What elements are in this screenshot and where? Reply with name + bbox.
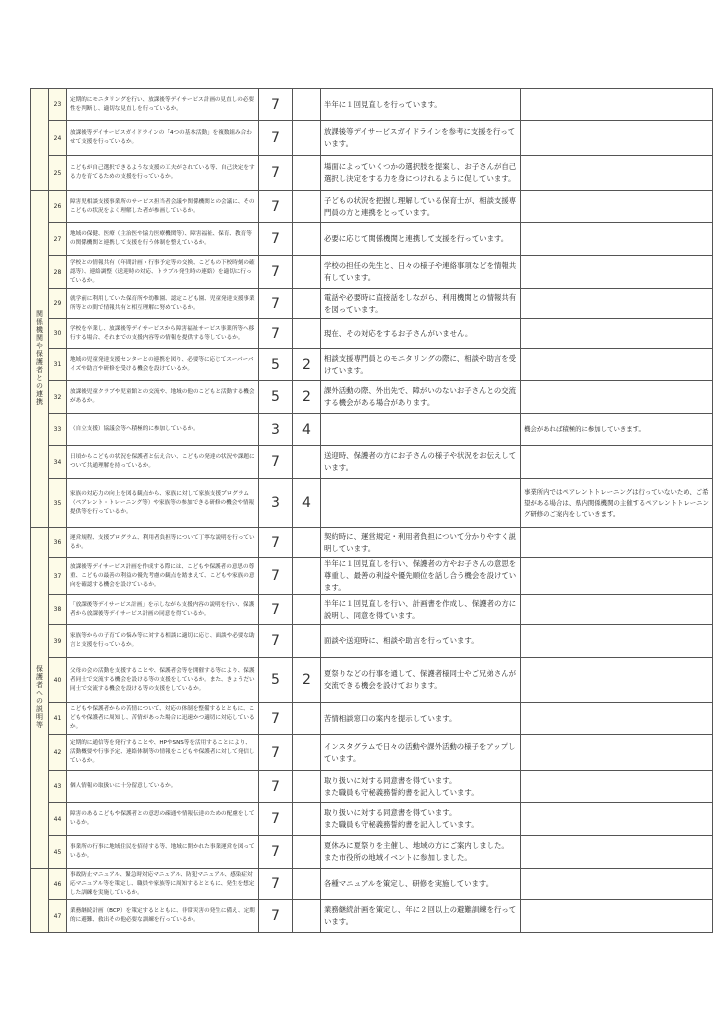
improvement-text bbox=[521, 900, 713, 933]
no-count bbox=[293, 446, 321, 479]
no-count bbox=[293, 869, 321, 900]
comment-text: 電話や必要時に直接話をしながら、利用機関との情報共有を図っています。 bbox=[321, 289, 521, 319]
no-count: 4 bbox=[293, 414, 321, 446]
comment-text: 半年に１回見直しを行い、保護者の方やお子さんの意思を尊重し、最善の利益や優先順位を話し合う機会を設けています。 bbox=[321, 558, 521, 595]
no-count bbox=[293, 223, 321, 256]
question-text: 事業所の行事に地域住民を招待する等、地域に開かれた事業運営を図っているか。 bbox=[67, 836, 259, 869]
improvement-text bbox=[521, 735, 713, 771]
no-count bbox=[293, 703, 321, 735]
table-row bbox=[31, 256, 713, 289]
yes-count: 7 bbox=[259, 625, 293, 658]
yes-count: 3 bbox=[259, 414, 293, 446]
item-number: 42 bbox=[49, 735, 67, 771]
item-number: 37 bbox=[49, 558, 67, 595]
category-label: 関係機関や保護者との連携 bbox=[35, 309, 44, 406]
question-text: 業務継続計画（BCP）を策定するとともに、非常災害の発生に備え、定期的に避難、救出その他必要な訓練を行っているか。 bbox=[67, 900, 259, 933]
table-row bbox=[31, 191, 713, 223]
table-row bbox=[31, 446, 713, 479]
no-count: 2 bbox=[293, 381, 321, 414]
yes-count: 7 bbox=[259, 595, 293, 625]
yes-count: 7 bbox=[259, 256, 293, 289]
question-text: 地域の児童発達支援センターとの連携を図り、必要等に応じてスーパーバイズや助言や研修を受ける機会を設けているか。 bbox=[67, 349, 259, 381]
improvement-text bbox=[521, 319, 713, 349]
question-text: 障害児相談支援事業所のサービス担当者会議や関係機関との会議に、そのこどもの状況をよく理解した者が参画しているか。 bbox=[67, 191, 259, 223]
improvement-text bbox=[521, 121, 713, 156]
table-row bbox=[31, 625, 713, 658]
comment-text: 契約時に、運営規定・利用者負担について分かりやすく説明しています。 bbox=[321, 528, 521, 558]
question-text: 学校との情報共有（年間計画・行事予定等の交換、こどもの下校時刻の確認等）、連絡調整（送迎時の対応、トラブル発生時の連絡）を適切に行っているか。 bbox=[67, 256, 259, 289]
no-count bbox=[293, 625, 321, 658]
no-count bbox=[293, 836, 321, 869]
improvement-text bbox=[521, 256, 713, 289]
item-number: 23 bbox=[49, 89, 67, 121]
improvement-text bbox=[521, 289, 713, 319]
evaluation-table bbox=[30, 88, 713, 933]
yes-count: 7 bbox=[259, 900, 293, 933]
improvement-text bbox=[521, 869, 713, 900]
question-text: 放課後児童クラブや児童館との交流や、地域の他のこどもと活動する機会があるか。 bbox=[67, 381, 259, 414]
no-count bbox=[293, 803, 321, 836]
no-count bbox=[293, 771, 321, 803]
question-text: 父母の会の活動を支援することや、保護者会等を開催する等により、保護者同士で交流する機会を設ける等の支援をしているか。また、きょうだい同士で交流する機会を設ける等の支援をしているか。 bbox=[67, 658, 259, 703]
question-text: 日頃からこどもの状況を保護者と伝え合い、こどもの発達の状況や課題について共通理解を持っているか。 bbox=[67, 446, 259, 479]
item-number: 46 bbox=[49, 869, 67, 900]
improvement-text bbox=[521, 89, 713, 121]
yes-count: 7 bbox=[259, 869, 293, 900]
table-row bbox=[31, 223, 713, 256]
item-number: 45 bbox=[49, 836, 67, 869]
no-count bbox=[293, 89, 321, 121]
table-row bbox=[31, 703, 713, 735]
comment-text: 放課後等デイサービスガイドラインを参考に支援を行っています。 bbox=[321, 121, 521, 156]
no-count: 2 bbox=[293, 658, 321, 703]
improvement-text bbox=[521, 558, 713, 595]
yes-count: 7 bbox=[259, 289, 293, 319]
comment-text: 必要に応じて関係機関と連携して支援を行っています。 bbox=[321, 223, 521, 256]
improvement-text bbox=[521, 771, 713, 803]
yes-count: 7 bbox=[259, 446, 293, 479]
no-count: 2 bbox=[293, 349, 321, 381]
table-row bbox=[31, 121, 713, 156]
improvement-text bbox=[521, 703, 713, 735]
comment-text: 半年に１回見直しを行っています。 bbox=[321, 89, 521, 121]
item-number: 31 bbox=[49, 349, 67, 381]
table-row bbox=[31, 89, 713, 121]
comment-text: 業務継続計画を策定し、年に２回以上の避難訓練を行っています。 bbox=[321, 900, 521, 933]
item-number: 26 bbox=[49, 191, 67, 223]
question-text: 家族の対応力の向上を図る観点から、家族に対して家族支援プログラム（ペアレント・トレーニング等）や家族等の参加できる研修の機会や情報提供等を行っているか。 bbox=[67, 479, 259, 528]
item-number: 33 bbox=[49, 414, 67, 446]
question-text: 個人情報の取扱いに十分留意しているか。 bbox=[67, 771, 259, 803]
table-row bbox=[31, 558, 713, 595]
table-row bbox=[31, 900, 713, 933]
no-count bbox=[293, 121, 321, 156]
improvement-text bbox=[521, 803, 713, 836]
comment-text: 場面によっていくつかの選択肢を提案し、お子さんが自己選択し決定をする力を身につけれるように促しています。 bbox=[321, 156, 521, 191]
no-count bbox=[293, 256, 321, 289]
improvement-text bbox=[521, 836, 713, 869]
table-row bbox=[31, 479, 713, 528]
question-text: 事故防止マニュアル、緊急時対応マニュアル、防犯マニュアル、感染症対応マニュアル等を策定し、職員や家族等に周知するとともに、発生を想定した訓練を実施しているか。 bbox=[67, 869, 259, 900]
yes-count: 5 bbox=[259, 658, 293, 703]
comment-text: 学校の担任の先生と、日々の様子や連絡事項などを情報共有しています。 bbox=[321, 256, 521, 289]
improvement-text bbox=[521, 349, 713, 381]
comment-text: 現在、その対応をするお子さんがいません。 bbox=[321, 319, 521, 349]
question-text: こどもが自己選択できるような支援の工夫がされている等、自己決定をする力を育てるための支援を行っているか。 bbox=[67, 156, 259, 191]
yes-count: 7 bbox=[259, 156, 293, 191]
improvement-text bbox=[521, 625, 713, 658]
table-row bbox=[31, 595, 713, 625]
item-number: 43 bbox=[49, 771, 67, 803]
table-row bbox=[31, 349, 713, 381]
question-text: 就学前に利用していた保育所や幼稚園、認定こども園、児童発達支援事業所等との間で情報共有と相互理解に努めているか。 bbox=[67, 289, 259, 319]
item-number: 44 bbox=[49, 803, 67, 836]
table-row bbox=[31, 869, 713, 900]
improvement-text bbox=[521, 658, 713, 703]
no-count bbox=[293, 595, 321, 625]
no-count bbox=[293, 528, 321, 558]
table-row bbox=[31, 658, 713, 703]
comment-text: インスタグラムで日々の活動や課外活動の様子をアップしています。 bbox=[321, 735, 521, 771]
comment-text: 課外活動の際、外出先で、障がいのないお子さんとの交流する機会がある場合があります。 bbox=[321, 381, 521, 414]
table-row bbox=[31, 803, 713, 836]
question-text: 「放課後等デイサービス計画」を示しながら支援内容の説明を行い、保護者から放課後等デイサービス計画の同意を得ているか。 bbox=[67, 595, 259, 625]
category-cell bbox=[31, 191, 49, 528]
category-cell bbox=[31, 869, 49, 933]
category-label: 保護者への説明等 bbox=[35, 664, 44, 729]
question-text: 定期的に通信等を発行することや、HPやSNS等を活用することにより、活動概要や行事予定、連絡体制等の情報をこどもや保護者に対して発信しているか。 bbox=[67, 735, 259, 771]
yes-count: 7 bbox=[259, 223, 293, 256]
question-text: 運営規程、支援プログラム、利用者負担等について丁寧な説明を行っているか。 bbox=[67, 528, 259, 558]
item-number: 39 bbox=[49, 625, 67, 658]
comment-text: 面談や送迎時に、相談や助言を行っています。 bbox=[321, 625, 521, 658]
table-row bbox=[31, 414, 713, 446]
improvement-text bbox=[521, 381, 713, 414]
comment-text bbox=[321, 479, 521, 528]
improvement-text: 事業所内ではペアレントトレーニングは行っていないため、ご希望がある場合は、県内関係機関の主催するペアレントトレーニング研修のご案内をしていきます。 bbox=[521, 479, 713, 528]
comment-text: 夏祭りなどの行事を通して、保護者様同士やご兄弟さんが交流できる機会を設けております。 bbox=[321, 658, 521, 703]
item-number: 36 bbox=[49, 528, 67, 558]
comment-text: 取り扱いに対する同意書を得ています。 また職員も守秘義務誓約書を記入しています。 bbox=[321, 803, 521, 836]
table-row bbox=[31, 771, 713, 803]
no-count bbox=[293, 191, 321, 223]
yes-count: 7 bbox=[259, 89, 293, 121]
question-text: 学校を卒業し、放課後等デイサービスから障害福祉サービス事業所等へ移行する場合、それまでの支援内容等の情報を提供する等しているか。 bbox=[67, 319, 259, 349]
improvement-text bbox=[521, 156, 713, 191]
yes-count: 7 bbox=[259, 528, 293, 558]
table-row bbox=[31, 381, 713, 414]
no-count bbox=[293, 558, 321, 595]
question-text: 放課後等デイサービス計画を作成する際には、こどもや保護者の意思の尊重、こどもの最善の利益の優先考慮の観点を踏まえて、こどもや家族の意向を確認する機会を設けているか。 bbox=[67, 558, 259, 595]
yes-count: 5 bbox=[259, 349, 293, 381]
yes-count: 7 bbox=[259, 771, 293, 803]
comment-text: 各種マニュアルを策定し、研修を実施しています。 bbox=[321, 869, 521, 900]
comment-text: 取り扱いに対する同意書を得ています。 また職員も守秘義務誓約書を記入しています。 bbox=[321, 771, 521, 803]
yes-count: 7 bbox=[259, 191, 293, 223]
no-count: 4 bbox=[293, 479, 321, 528]
item-number: 41 bbox=[49, 703, 67, 735]
comment-text: 苦情相談窓口の案内を提示しています。 bbox=[321, 703, 521, 735]
question-text: 家族等からの子育ての悩み等に対する相談に適切に応じ、面談や必要な助言と支援を行っているか。 bbox=[67, 625, 259, 658]
yes-count: 3 bbox=[259, 479, 293, 528]
table-row bbox=[31, 528, 713, 558]
item-number: 27 bbox=[49, 223, 67, 256]
yes-count: 5 bbox=[259, 381, 293, 414]
category-cell bbox=[31, 528, 49, 869]
improvement-text bbox=[521, 191, 713, 223]
item-number: 28 bbox=[49, 256, 67, 289]
improvement-text bbox=[521, 223, 713, 256]
item-number: 34 bbox=[49, 446, 67, 479]
item-number: 25 bbox=[49, 156, 67, 191]
question-text: 障害のあるこどもや保護者との意思の疎通や情報伝達のための配慮をしているか。 bbox=[67, 803, 259, 836]
question-text: こどもや保護者からの苦情について、対応の体制を整備するとともに、こどもや保護者に周知し、苦情があった場合に迅速かつ適切に対応しているか。 bbox=[67, 703, 259, 735]
no-count bbox=[293, 735, 321, 771]
question-text: 放課後等デイサービスガイドラインの「4つの基本活動」を複数組み合わせて支援を行っているか。 bbox=[67, 121, 259, 156]
item-number: 38 bbox=[49, 595, 67, 625]
table-row bbox=[31, 156, 713, 191]
question-text: 定期的にモニタリングを行い、放課後等デイサービス計画の見直しの必要性を判断し、適切な見直しを行っているか。 bbox=[67, 89, 259, 121]
comment-text: 夏休みに夏祭りを主催し、地域の方にご案内しました。 また市役所の地域イベントに参加しました。 bbox=[321, 836, 521, 869]
table-row bbox=[31, 319, 713, 349]
comment-text: 半年に１回見直しを行い、計画書を作成し、保護者の方に説明し、同意を得ています。 bbox=[321, 595, 521, 625]
comment-text: 送迎時、保護者の方にお子さんの様子や状況をお伝えしています。 bbox=[321, 446, 521, 479]
yes-count: 7 bbox=[259, 836, 293, 869]
table-row bbox=[31, 836, 713, 869]
question-text: 地域の保健、医療（主治医や協力医療機関等）、障害福祉、保育、教育等の関係機関と連携して支援を行う体制を整えているか。 bbox=[67, 223, 259, 256]
improvement-text bbox=[521, 528, 713, 558]
table-row bbox=[31, 289, 713, 319]
improvement-text: 機会があれば積極的に参加していきます。 bbox=[521, 414, 713, 446]
yes-count: 7 bbox=[259, 703, 293, 735]
item-number: 30 bbox=[49, 319, 67, 349]
comment-text bbox=[321, 414, 521, 446]
no-count bbox=[293, 319, 321, 349]
no-count bbox=[293, 156, 321, 191]
comment-text: 相談支援専門員とのモニタリングの際に、相談や助言を受けています。 bbox=[321, 349, 521, 381]
category-cell bbox=[31, 89, 49, 191]
question-text: （自立支援）協議会等へ積極的に参加しているか。 bbox=[67, 414, 259, 446]
comment-text: 子どもの状況を把握し理解している保育士が、相談支援専門員の方と連携をとっています。 bbox=[321, 191, 521, 223]
yes-count: 7 bbox=[259, 319, 293, 349]
item-number: 35 bbox=[49, 479, 67, 528]
yes-count: 7 bbox=[259, 121, 293, 156]
item-number: 29 bbox=[49, 289, 67, 319]
yes-count: 7 bbox=[259, 735, 293, 771]
yes-count: 7 bbox=[259, 558, 293, 595]
improvement-text bbox=[521, 446, 713, 479]
item-number: 40 bbox=[49, 658, 67, 703]
yes-count: 7 bbox=[259, 803, 293, 836]
table-row bbox=[31, 735, 713, 771]
item-number: 32 bbox=[49, 381, 67, 414]
no-count bbox=[293, 289, 321, 319]
item-number: 24 bbox=[49, 121, 67, 156]
no-count bbox=[293, 900, 321, 933]
improvement-text bbox=[521, 595, 713, 625]
item-number: 47 bbox=[49, 900, 67, 933]
